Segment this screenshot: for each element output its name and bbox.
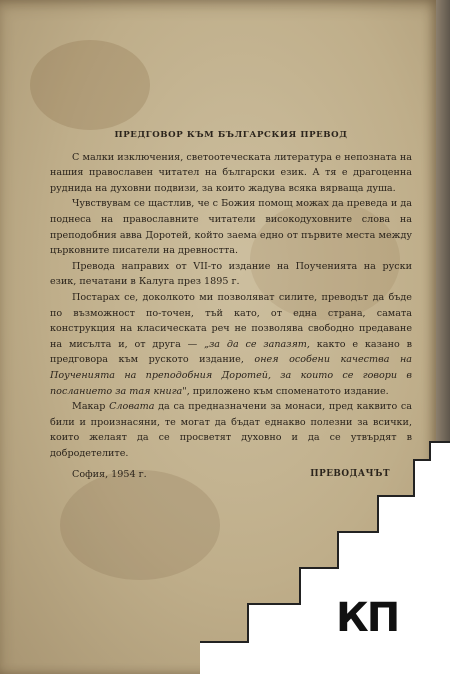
paragraph-text: С малки изключения, светоотеческата литература е непозната на нашия православен читател на български език. А тя е драгоценна руднида на духовни подвизи, за които жадува всяка вярваща душа. <box>50 151 412 194</box>
paragraph-text: Макар <box>72 401 110 413</box>
translator-signature: ПРЕВОДАЧЪТ <box>310 469 390 480</box>
paragraph-text: Чувствувам се щастлив, че с Божия помощ можах да преведа и да поднеса на православните читатели високодуховните слова на преподобния авва Доротей, който заема едно от първите места между църковните писатели на древността. <box>50 198 412 257</box>
staircase-shape <box>200 442 450 674</box>
paragraph-text: както е казано в предговора към руското издание, <box>50 338 412 366</box>
paragraph-text: Превода направих от VII-то издание на Поученията на руски език, печатани в Калуга през 1895 г. <box>50 260 412 288</box>
place-date: София, 1954 г. <box>72 469 147 481</box>
italic-text: „за да се запазят, <box>204 338 310 350</box>
publisher-logo: КП <box>336 595 399 641</box>
paragraph-text: да са предназначени за монаси, пред каквито са били и произнасяни, те могат да бъдат еднакво полезни за всички, които желаят да се просветят духовно и да се утвърдят в добродетелите. <box>50 401 412 459</box>
paragraph-text: ", приложено към споменатото издание. <box>182 385 389 397</box>
paragraph-text: Постарах се, доколкото ми позволяват силите, преводът да бъде по възможност по-точен, тъй като, от една страна, самата конструкция на класическата реч не позволява свободно предаване на мисълта и, от друга — <box>50 291 412 350</box>
italic-text: Словата <box>109 401 155 413</box>
italic-text: онея особени качества на Поученията на преподобния Доротей, за които се говори в посланието за тая книга <box>50 354 412 397</box>
preface-heading: ПРЕДГОВОР КЪМ БЪЛГАРСКИЯ ПРЕВОД <box>114 130 348 140</box>
